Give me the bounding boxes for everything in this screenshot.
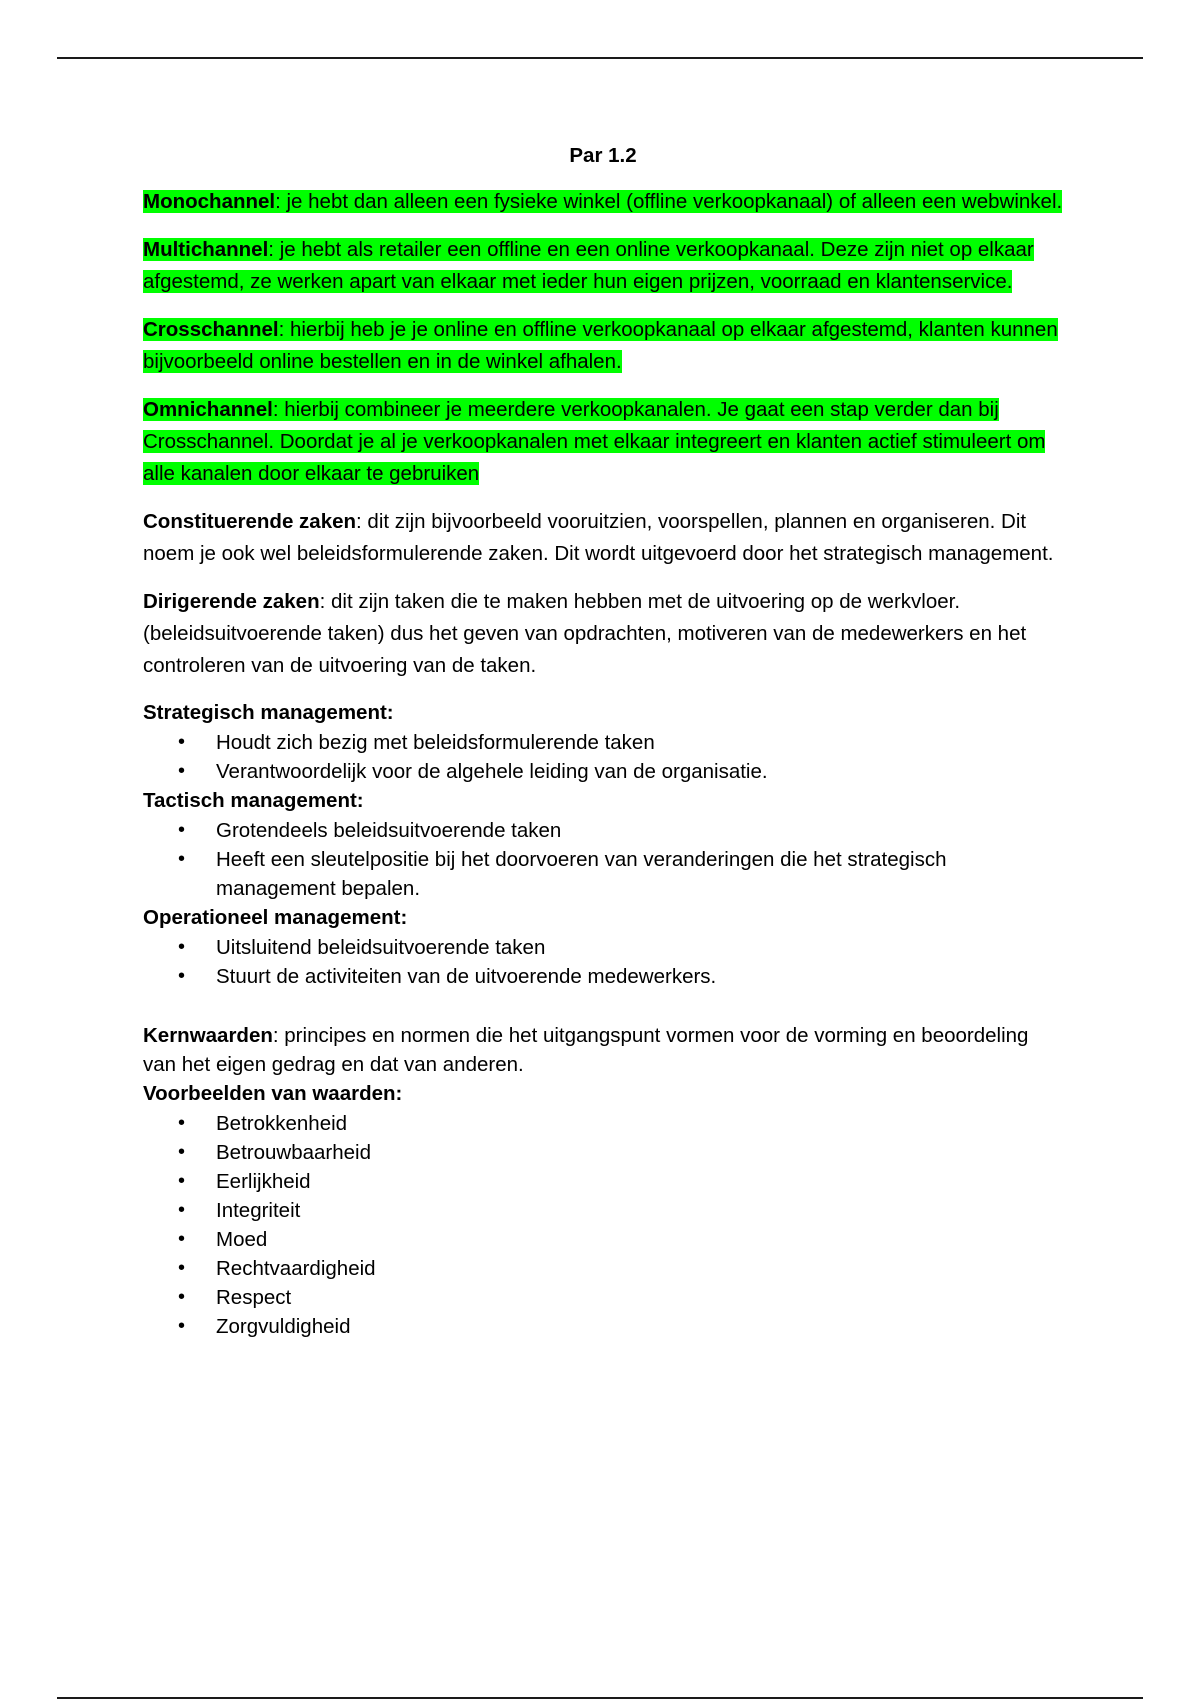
list-item-text: Houdt zich bezig met beleidsformulerende taken	[216, 731, 655, 754]
section-title-waarden: Voorbeelden van waarden:	[143, 1082, 403, 1105]
highlight	[143, 238, 1034, 293]
term: Multichannel	[143, 238, 269, 261]
list-item	[178, 1109, 1063, 1138]
bullet-icon: •	[178, 965, 186, 987]
list-item-text: Integriteit	[216, 1199, 301, 1222]
list-item	[178, 845, 1063, 903]
bullet-icon: •	[178, 1170, 186, 1192]
bullet-icon: •	[178, 1257, 186, 1279]
list-item	[178, 1196, 1063, 1225]
list-item	[178, 1225, 1063, 1254]
bullet-icon: •	[178, 1228, 186, 1250]
highlight	[143, 190, 1062, 213]
header-rule	[57, 57, 1143, 59]
list-item-text: Betrokkenheid	[216, 1112, 348, 1135]
definition-omnichannel	[143, 394, 1063, 490]
list-item	[178, 757, 1063, 786]
highlight	[143, 318, 1058, 373]
bullet-list	[143, 816, 1063, 903]
bullet-icon: •	[178, 1286, 186, 1308]
bullet-icon: •	[178, 848, 186, 870]
bullet-icon: •	[178, 1199, 186, 1221]
section-title-tactisch: Tactisch management:	[143, 789, 364, 812]
term: Dirigerende zaken	[143, 590, 320, 613]
bullet-icon: •	[178, 1112, 186, 1134]
term: Constituerende zaken	[143, 510, 357, 533]
list-item	[178, 1167, 1063, 1196]
footer-rule	[57, 1697, 1143, 1699]
list-item-text: Uitsluitend beleidsuitvoerende taken	[216, 936, 546, 959]
bullet-icon: •	[178, 731, 186, 753]
term: Omnichannel	[143, 398, 273, 421]
definition-text: : dit zijn bijvoorbeeld vooruitzien, voorspellen, plannen en organiseren. Dit noem je ook wel beleidsformulerende zaken. Dit wordt uitgevoerd door het strategisch management.	[143, 510, 1054, 565]
spacer	[143, 991, 1063, 1021]
definition-text: : je hebt als retailer een offline en een online verkoopkanaal. Deze zijn niet op elkaar afgestemd, ze werken apart van elkaar met ieder hun eigen prijzen, voorraad en klantenservice.	[143, 238, 1034, 293]
definition-dirigerende-zaken	[143, 586, 1063, 682]
list-item	[178, 962, 1063, 991]
term: Crosschannel	[143, 318, 279, 341]
list-item	[178, 1138, 1063, 1167]
highlight	[143, 398, 1045, 485]
list-item	[178, 933, 1063, 962]
list-item-text: Rechtvaardigheid	[216, 1257, 376, 1280]
list-item	[178, 728, 1063, 757]
management-section	[143, 698, 1063, 991]
list-item	[178, 1254, 1063, 1283]
term: Kernwaarden	[143, 1024, 273, 1047]
bullet-icon: •	[178, 819, 186, 841]
list-item	[178, 816, 1063, 845]
definition-multichannel	[143, 234, 1063, 298]
definition-kernwaarden	[143, 1021, 1063, 1079]
definition-text: : principes en normen die het uitgangspunt vormen voor de vorming en beoordeling van het eigen gedrag en dat van anderen.	[143, 1024, 1029, 1076]
list-item	[178, 1283, 1063, 1312]
definition-text: : hierbij heb je je online en offline verkoopkanaal op elkaar afgestemd, klanten kunnen bijvoorbeeld online bestellen en in de winkel afhalen.	[143, 318, 1058, 373]
list-item-text: Betrouwbaarheid	[216, 1141, 371, 1164]
list-item-text: Respect	[216, 1286, 292, 1309]
term: Monochannel	[143, 190, 276, 213]
section-title-strategisch: Strategisch management:	[143, 701, 394, 724]
bullet-icon: •	[178, 936, 186, 958]
definition-text: : hierbij combineer je meerdere verkoopkanalen. Je gaat een stap verder dan bij Crosschannel. Doordat je al je verkoopkanalen met elkaar integreert en klanten actief stimuleert om alle kanalen door elkaar te gebruiken	[143, 398, 1046, 485]
values-list	[143, 1109, 1063, 1341]
bullet-icon: •	[178, 1315, 186, 1337]
list-item-text: Moed	[216, 1228, 268, 1251]
page-title: Par 1.2	[569, 144, 637, 167]
bullet-list	[143, 728, 1063, 786]
list-item-text: Stuurt de activiteiten van de uitvoerende medewerkers.	[216, 965, 717, 988]
list-item-text: Grotendeels beleidsuitvoerende taken	[216, 819, 562, 842]
document-body	[143, 142, 1063, 1341]
list-item-text: Verantwoordelijk voor de algehele leiding van de organisatie.	[216, 760, 768, 783]
list-item-text: Heeft een sleutelpositie bij het doorvoeren van veranderingen die het strategisch management bepalen.	[216, 848, 947, 900]
definition-text: : je hebt dan alleen een fysieke winkel (offline verkoopkanaal) of alleen een webwinkel.	[275, 190, 1063, 213]
bullet-icon: •	[178, 760, 186, 782]
definition-crosschannel	[143, 314, 1063, 378]
list-item-text: Zorgvuldigheid	[216, 1315, 351, 1338]
definition-monochannel	[143, 186, 1063, 218]
bullet-icon: •	[178, 1141, 186, 1163]
definition-text: : dit zijn taken die te maken hebben met de uitvoering op de werkvloer. (beleidsuitvoerende taken) dus het geven van opdrachten, motiveren van de medewerkers en het controleren van de uitvoering van de taken.	[143, 590, 1027, 677]
section-title-operationeel: Operationeel management:	[143, 906, 408, 929]
list-item-text: Eerlijkheid	[216, 1170, 311, 1193]
list-item	[178, 1312, 1063, 1341]
bullet-list	[143, 933, 1063, 991]
definition-constituerende-zaken	[143, 506, 1063, 570]
